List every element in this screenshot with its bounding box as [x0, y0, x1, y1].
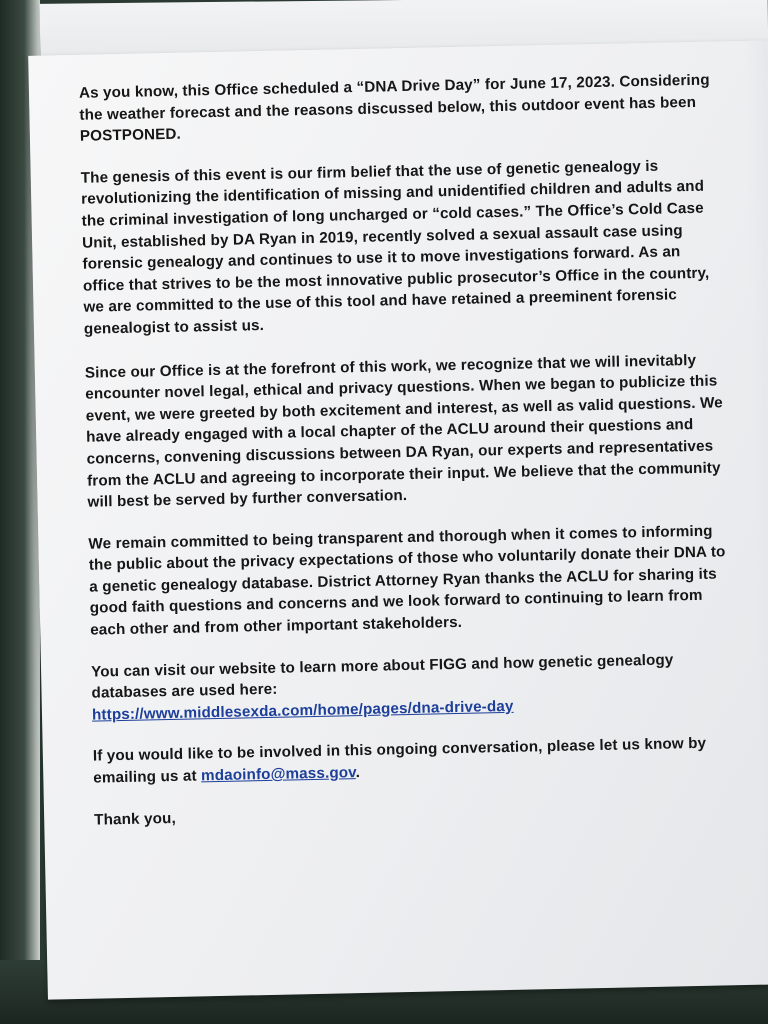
website-intro: You can visit our website to learn more about FIGG and how genetic genealogy databases are used here: — [90, 651, 674, 702]
signoff: Thank you, — [94, 809, 177, 829]
paper-edge-shade — [744, 40, 768, 984]
letter-body — [79, 69, 735, 850]
paragraph-email — [93, 733, 734, 790]
email-intro: If you would like to be involved in this ongoing conversation, please let us know by emailing us at — [92, 735, 707, 787]
paragraph-genesis: The genesis of this event is our firm belief that the use of genetic genealogy is revolutionizing the identification of missing and unidentified children and adults and the criminal investigation of long uncharged or “cold cases.” The Office’s Cold Case Unit, established by DA Ryan in 2019, recently solved a sexual assault case using forensic genealogy and continues to use it to move investigations forward. As an office that strives to be the most innovative public prosecutor’s Office in the country, we are committed to the use of this tool and have retained a preeminent forensic genealogist to assist us. — [80, 157, 710, 338]
paragraph-website — [91, 648, 732, 726]
paragraph-commitment: We remain committed to being transparent and thorough when it comes to informing the public about the privacy expectations of those who voluntarily donate their DNA to a genetic genealogy database. District Attorney Ryan thanks the ACLU for sharing its good faith questions and concerns and we look forward to continuing to learn from each other and from other important stakeholders. — [88, 522, 726, 639]
email-link[interactable]: mdaoinfo@mass.gov — [200, 764, 356, 785]
posted-letter — [28, 40, 768, 999]
website-link[interactable]: https://www.middlesexda.com/home/pages/dna-drive-day — [91, 697, 514, 724]
email-end: . — [355, 764, 361, 782]
paragraph-postponed: As you know, this Office scheduled a “DNA Drive Day” for June 17, 2023. Considering the weather forecast and the reasons discussed below, this outdoor event has been POSTPONED. — [78, 71, 710, 145]
paragraph-forefront: Since our Office is at the forefront of this work, we recognize that we will inevitably encounter novel legal, ethical and privacy questions. When we began to publicize this event, we were greeted by both excitement and interest, as well as valid questions. We have already engaged with a local chapter of the ACLU around their questions and concerns, convening discussions between DA Ryan, our experts and representatives from the ACLU and agreeing to incorporate their input. We believe that the community will best be served by further conversation. — [84, 351, 723, 511]
